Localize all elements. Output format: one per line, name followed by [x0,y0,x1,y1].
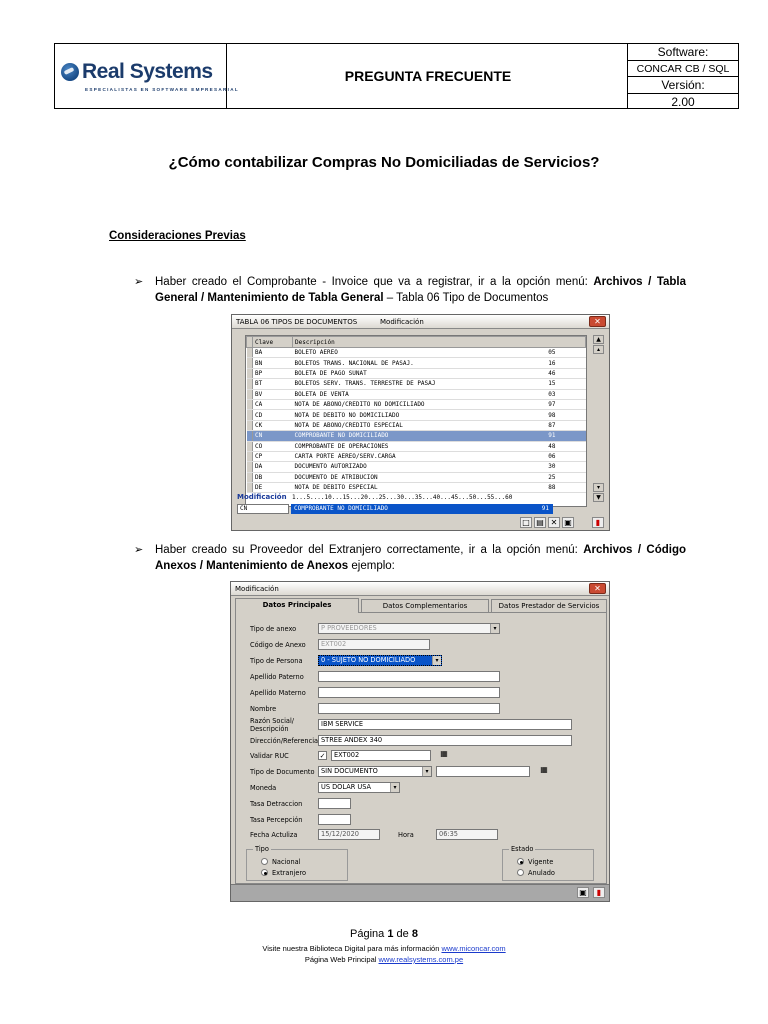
bullet-2-text-b: ejemplo: [348,560,395,572]
cell-codigo: 30 [523,462,585,472]
cell-codigo: 98 [523,410,585,420]
form-panel [235,612,607,884]
documents-grid [245,335,587,507]
cell-codigo: 25 [523,472,585,482]
label-razon-social [250,717,294,733]
label-validar-ruc: Validar RUC [250,752,289,760]
moneda-select[interactable] [318,782,400,793]
table-row[interactable] [247,472,586,482]
razon-social-field[interactable]: IBM SERVICE [318,719,572,730]
version-label: Versión: [628,77,738,94]
save-icon[interactable]: ▣ [577,887,589,898]
scroll-up-icon[interactable]: ▴ [593,345,604,354]
cell-clave: CP [253,451,293,461]
search-icon[interactable]: ▦ [440,749,448,758]
hora-field[interactable]: 06:35 [436,829,498,840]
nro-doc-field[interactable] [436,766,530,777]
logo-name: Real Systems [82,60,213,83]
radio-anulado[interactable] [517,869,555,877]
bullet-1-text [155,274,686,306]
scroll-top-icon[interactable]: ▲ [593,335,604,344]
page-number [0,928,768,940]
close-icon[interactable]: ✕ [589,316,606,327]
label-tipo-persona: Tipo de Persona [250,657,303,665]
tabla-06-window [231,314,610,531]
cell-descripcion: DOCUMENTO DE ATRIBUCION [293,472,524,482]
table-row[interactable] [247,368,586,378]
tab-datos-complementarios[interactable]: Datos Complementarios [361,599,489,612]
section-title: Consideraciones Previas [109,230,246,242]
edit-desc-field[interactable] [291,504,553,514]
chevron-down-icon[interactable]: ▾ [422,767,431,776]
cell-descripcion: COMPROBANTE DE OPERACIONES [293,441,524,451]
radio-vigente[interactable] [517,858,553,866]
footer-text-1: Visite nuestra Biblioteca Digital para más información [262,944,442,953]
label-tasa-det: Tasa Detraccion [250,800,303,808]
cell-clave: BV [253,389,293,399]
version-value: 2.00 [671,94,695,109]
edit-desc-text: COMPROBANTE NO DOMICILIADO [294,505,388,512]
table-row[interactable] [247,410,586,420]
open-folder-icon[interactable]: ▤ [534,517,546,528]
cell-descripcion: BOLETOS TRANS. NACIONAL DE PASAJ. [293,358,524,368]
codigo-anexo-field[interactable]: EXT002 [318,639,430,650]
bottom-toolbar [231,884,609,901]
ap-paterno-field[interactable] [318,671,500,682]
cell-codigo: 05 [523,348,585,358]
cell-descripcion: NOTA DE ABONO/CREDITO NO DOMICILIADO [293,399,524,409]
col-descripcion[interactable]: Descripción [293,337,586,348]
scroll-down-icon[interactable]: ▾ [593,483,604,492]
radio-icon [517,858,524,865]
header-meta [628,44,738,108]
estado-group [502,845,594,881]
cell-codigo: 48 [523,441,585,451]
label-fecha: Fecha Actuliza [250,831,298,839]
page-prefix: Página [350,928,388,940]
table-row[interactable] [247,399,586,409]
radio-nacional-label: Nacional [272,858,301,866]
window-titlebar [231,582,609,596]
label-tipo-doc: Tipo de Documento [250,768,315,776]
software-label: Software: [628,44,738,61]
table-row[interactable] [247,441,586,451]
label-razon-line1: Razón Social/ [250,717,295,725]
close-icon[interactable]: ✕ [589,583,606,594]
tab-bar [235,598,607,612]
cell-clave: BT [253,379,293,389]
new-icon[interactable]: □ [520,517,532,528]
tipo-persona-value: 0 - SUJETO NO DOMICILIADO [321,656,416,664]
cell-clave: DE [253,483,293,493]
bullet-1-menu-path: Archivos / Tabla General / Mantenimiento de Tabla General [155,276,687,304]
cell-codigo: 46 [523,368,585,378]
cell-codigo: 15 [523,379,585,389]
table-row[interactable] [247,389,586,399]
exit-icon[interactable]: ▮ [592,517,604,528]
cell-descripcion: DOCUMENTO AUTORIZADO [293,462,524,472]
cell-descripcion: BOLETA DE VENTA [293,389,524,399]
radio-anulado-label: Anulado [528,869,555,877]
window-mode: Modificación [380,318,424,326]
scroll-track[interactable] [593,355,606,483]
cell-clave: BP [253,368,293,378]
estado-group-title: Estado [511,845,534,853]
moneda-value: US DOLAR USA [321,783,372,791]
cell-descripcion: BOLETA DE PAGO SUNAT [293,368,524,378]
radio-nacional[interactable] [261,858,301,866]
radio-vigente-label: Vigente [528,858,554,866]
ap-materno-field[interactable] [318,687,500,698]
tipo-doc-value: SIN DOCUMENTO [321,767,378,775]
tab-datos-principales[interactable]: Datos Principales [235,598,359,613]
window-title: Modificación [235,585,279,593]
label-moneda: Moneda [250,784,277,792]
cell-clave: BA [253,348,293,358]
cell-clave: CD [253,410,293,420]
fecha-field[interactable]: 15/12/2020 [318,829,380,840]
software-value: CONCAR CB / SQL [628,61,738,78]
anexo-modification-window [230,581,610,902]
nombre-field[interactable] [318,703,500,714]
edit-val-text: 91 [541,505,549,512]
scroll-bottom-icon[interactable]: ▼ [593,493,604,502]
edit-code-field[interactable]: CN [237,504,289,514]
cell-descripcion: COMPROBANTE NO DOMICILIADO [293,431,524,441]
miconcar-link[interactable]: www.miconcar.com [441,944,506,953]
chevron-down-icon[interactable]: ▾ [490,624,499,633]
cell-clave: CA [253,399,293,409]
validar-ruc-checkbox[interactable]: ✓ [319,752,326,760]
doc-type: PREGUNTA FRECUENTE [227,44,628,108]
cell-descripcion: CARTA PORTE AEREO/SERV.CARGA [293,451,524,461]
cell-clave: DA [253,462,293,472]
page-mid: de [393,928,412,940]
bullet-1-text-b: – Tabla 06 Tipo de Documentos [383,292,549,304]
table-row[interactable] [247,358,586,368]
cell-descripcion: NOTA DE ABONO/CREDITO ESPECIAL [293,420,524,430]
arrow-bullet-icon: ➢ [134,544,144,556]
tipo-doc-select[interactable] [318,766,432,777]
label-nombre: Nombre [250,705,277,713]
bullet-2-menu-path: Archivos / Código Anexos / Mantenimiento de Anexos [155,544,686,572]
cell-descripcion: NOTA DE DEBITO NO DOMICILIADO [293,410,524,420]
cell-codigo: 88 [523,483,585,493]
ruc-field[interactable]: EXT002 [331,750,431,761]
radio-extranjero-label: Extranjero [272,869,307,877]
direccion-field[interactable]: STREE ANDEX 340 [318,735,572,746]
cell-codigo: 87 [523,420,585,430]
bullet-1 [109,274,686,306]
page-total: 8 [411,928,418,940]
vertical-scrollbar[interactable] [593,335,606,507]
window-title: TABLA 06 TIPOS DE DOCUMENTOS [236,318,358,326]
table-row[interactable] [247,462,586,472]
delete-icon[interactable]: ✕ [548,517,560,528]
tasa-det-field[interactable] [318,798,351,809]
tipo-group-title: Tipo [255,845,269,853]
cell-codigo: 03 [523,389,585,399]
cell-codigo: 16 [523,358,585,368]
table-row[interactable] [247,451,586,461]
label-direccion: Dirección/Referencia [250,737,319,745]
tipo-group [246,845,348,881]
footer-text-2: Página Web Principal [304,955,379,964]
radio-icon [517,869,524,876]
search-icon[interactable]: ▦ [540,765,548,774]
tipo-persona-select[interactable] [318,655,442,666]
label-hora: Hora [398,831,414,839]
modif-label: Modificación [237,493,287,501]
tipo-anexo-select[interactable] [318,623,500,634]
col-clave[interactable]: Clave [253,337,293,348]
cell-clave: CO [253,441,293,451]
cell-clave: CK [253,420,293,430]
bullet-2 [109,542,686,574]
window-titlebar [232,315,609,329]
table-row[interactable] [247,431,586,441]
radio-extranjero[interactable] [261,869,306,877]
cell-clave: CN [253,431,293,441]
cell-descripcion: NOTA DE DEBITO ESPECIAL [293,483,524,493]
label-ap-paterno: Apellido Paterno [250,673,304,681]
cell-codigo: 91 [523,431,585,441]
realsystems-link[interactable]: www.realsystems.com.pe [378,955,464,964]
document-header [54,43,739,109]
save-icon[interactable]: ▣ [562,517,574,528]
label-tasa-per: Tasa Percepción [250,816,303,824]
edit-row [237,504,602,514]
logo [55,44,239,108]
footer-line-1 [0,944,768,953]
page-title: ¿Cómo contabilizar Compras No Domiciliadas de Servicios? [168,154,600,171]
tipo-anexo-value: P PROVEEDORES [321,624,377,632]
label-codigo-anexo: Código de Anexo [250,641,306,649]
footer-line-2 [0,955,768,964]
cell-codigo: 97 [523,399,585,409]
arrow-bullet-icon: ➢ [134,276,144,288]
bullet-2-text-a: Haber creado su Proveedor del Extranjero correctamente, ir a la opción menú: [155,544,584,556]
cell-descripcion: BOLETOS SERV. TRANS. TERRESTRE DE PASAJ [293,379,524,389]
page-num: 1 [387,928,394,940]
column-ruler: 1...5....10...15...20...25...30...35...40...45...50...55...60 [292,494,513,501]
tab-datos-prestador[interactable]: Datos Prestador de Servicios [491,599,607,612]
cell-descripcion: BOLETO AEREO [293,348,524,358]
cell-clave: BN [253,358,293,368]
bullet-2-text [155,542,686,574]
cell-codigo: 06 [523,451,585,461]
label-ap-materno: Apellido Materno [250,689,306,697]
logo-tagline: ESPECIALISTAS EN SOFTWARE EMPRESARIAL [85,87,239,92]
table-row[interactable] [247,420,586,430]
cell-clave: DB [253,472,293,482]
chevron-down-icon[interactable]: ▾ [432,656,441,665]
table-row[interactable] [247,379,586,389]
globe-icon [61,63,79,81]
chevron-down-icon[interactable]: ▾ [390,783,399,792]
table-row[interactable] [247,483,586,493]
exit-icon[interactable]: ▮ [593,887,605,898]
table-row[interactable] [247,348,586,358]
bullet-1-text-a: Haber creado el Comprobante - Invoice que va a registrar, ir a la opción menú: [155,276,594,288]
radio-icon [261,869,268,876]
label-razon-line2: Descripción [250,725,289,733]
tasa-per-field[interactable] [318,814,351,825]
label-tipo-anexo: Tipo de anexo [250,625,297,633]
radio-icon [261,858,268,865]
